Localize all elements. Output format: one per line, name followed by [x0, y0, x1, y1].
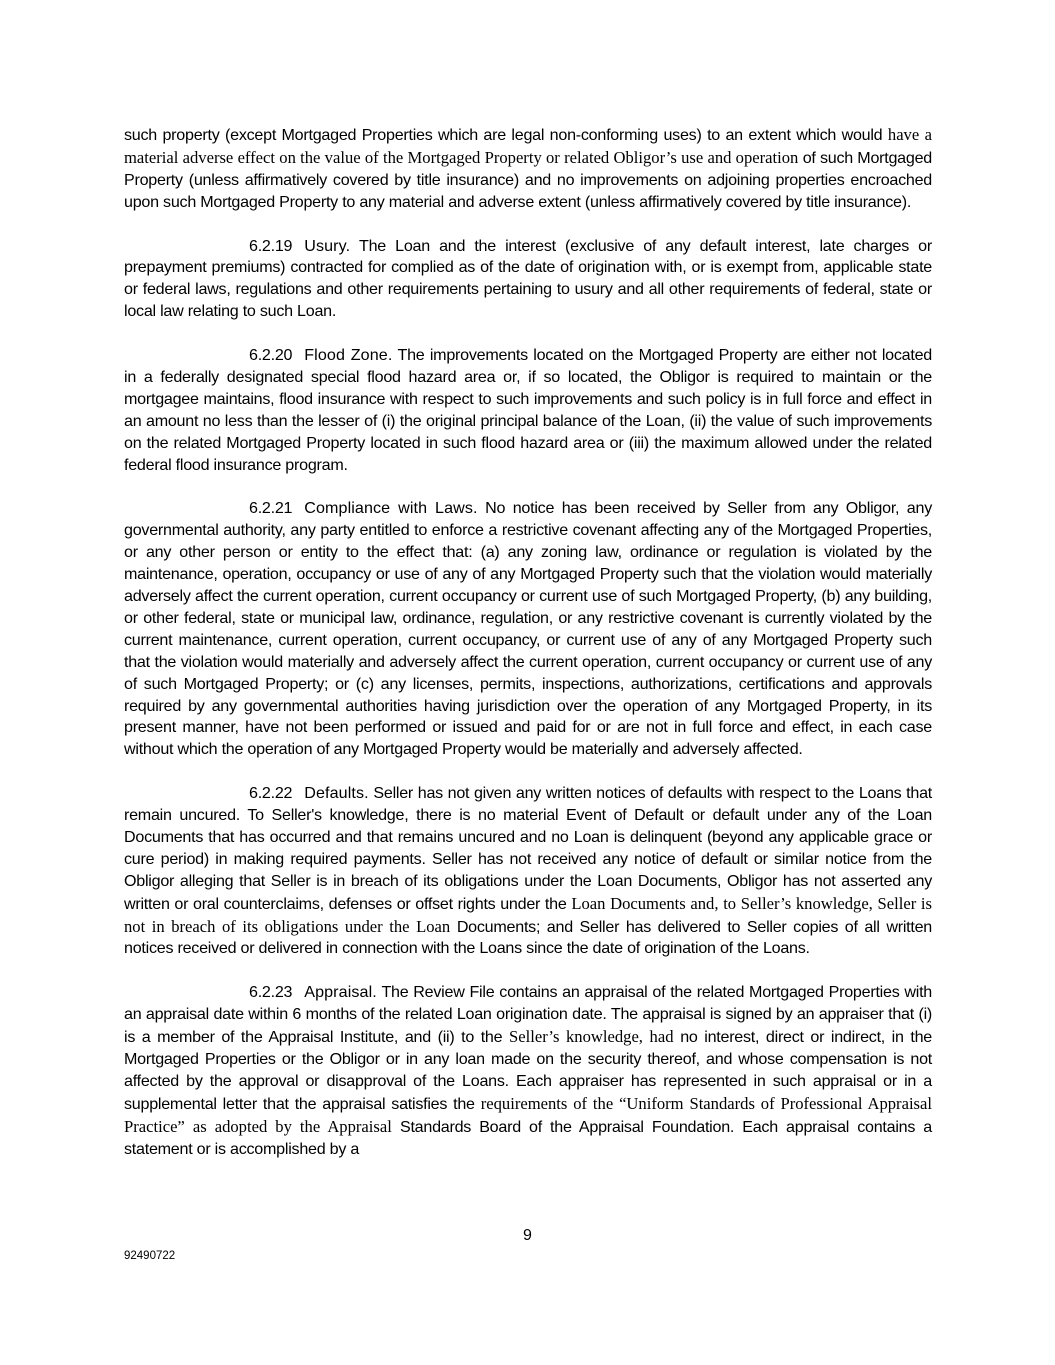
continuation-line-1: such property (except Mortgaged Properties which are legal non-conforming uses) to an extent which would — [124, 126, 883, 144]
section-text-a: Seller has not given any written notices of defaults with respect to the Loans that remain uncured. To Seller's knowledge, there is no material Event of Default or default under any of the Loan Documents that has occurred and that remains uncured and no Loan is delinquent (beyond any applicable grace or cure period) in making required payments. Seller has not received any notice of default or similar notice from the Obligor alleging that Seller is in breach of its obligations under the Loan Documents, Obligor has not asserted any written or oral counterclaims, defenses or offset rights under the — [124, 784, 932, 913]
section-number: 6.2.22 — [249, 784, 293, 803]
section-6-2-21 — [124, 498, 932, 761]
continuation-rest: of such Mortgaged Property (unless affirmatively covered by title insurance) and no improvements on adjoining properties encroached upon such Mortgaged Property to any material and adverse extent (unless affirmatively covered by title insurance). — [124, 148, 932, 211]
section-text-c: no interest, direct or indirect, in the Mortgaged Properties or the Obligor or in any loan made on the security thereof, and whose compensation is not affected by the approval or disapproval of the Loans. Each appraiser has represented in such appraisal or in a supplemental letter that the appraisal satisfies the — [124, 1028, 932, 1113]
section-text-c: Documents; and Seller has delivered to Seller copies of all written notices received or delivered in connection with the Loans since the date of origination of the Loans. — [124, 917, 932, 958]
section-6-2-20 — [124, 345, 932, 476]
section-number: 6.2.21 — [249, 499, 293, 518]
section-heading: Defaults. — [304, 784, 369, 803]
document-id: 92490722 — [124, 1250, 176, 1262]
section-6-2-23 — [124, 982, 932, 1160]
section-6-2-22 — [124, 783, 932, 960]
section-heading: Usury. — [304, 236, 351, 255]
section-number: 6.2.23 — [249, 983, 293, 1002]
continuation-paragraph — [124, 124, 932, 214]
section-heading: Appraisal. — [304, 983, 377, 1002]
section-number: 6.2.20 — [249, 346, 293, 365]
page-number: 9 — [523, 1227, 532, 1244]
section-text-a: The Review File contains an appraisal of the related Mortgaged Properties with an appraisal date within 6 months of the related Loan origination date. The appraisal is signed by an appraiser that (i) is a member of the Appraisal Institute, and (ii) to the — [124, 983, 932, 1047]
section-heading: Flood Zone. — [304, 346, 393, 365]
continuation-line-2: have a material adverse effect on the value of the Mortgaged Property or related Obligor’s use and operation — [124, 125, 932, 167]
section-6-2-19 — [124, 236, 932, 324]
section-text-e: Standards Board of the Appraisal Foundation. Each appraisal contains a statement or is accomplished by a — [124, 1117, 932, 1158]
section-text: The improvements located on the Mortgaged Property are either not located in a federally designated special flood hazard area or, if so located, the Obligor is required to maintain or the mortgagee maintains, flood insurance with respect to such improvements and such policy is in full force and effect in an amount no less than the lesser of (i) the original principal balance of the Loan, (ii) the value of such improvements on the related Mortgaged Property located in such flood hazard area or (iii) the maximum allowed under the related federal flood insurance program. — [124, 346, 933, 474]
section-number: 6.2.19 — [249, 236, 293, 255]
section-heading: Compliance with Laws. — [304, 499, 478, 518]
section-text: No notice has been received by Seller from any Obligor, any governmental authority, any party entitled to enforce a restrictive covenant affecting any of the Mortgaged Properties, or any other person or entity to the effect that: (a) any zoning law, ordinance or regulation is violated by the maintenance, operation, occupancy or use of any of any Mortgaged Property such that the violation would materially adversely affect the current operation, current occupancy or current use of such Mortgaged Property, (b) any building, or other federal, state or municipal law, ordinance, regulation, or any restrictive covenant is currently violated by the current maintenance, current operation, current occupancy, or current use of any of any Mortgaged Property such that the violation would materially and adversely affect the current operation, current occupancy or current use of any of such Mortgaged Property; or (c) any licenses, permits, inspections, authorizations, certifications and approvals required by any governmental authorities having jurisdiction over the operation of any Mortgaged Property, in its present manner, have not been performed or issued and paid for or are not in full force and effect, in each case without which the operation of any Mortgaged Property would be materially and adversely affected. — [124, 499, 932, 759]
section-text-d: requirements of the “Uniform Standards of Professional Appraisal Practice” as adopted by the Appraisal — [124, 1093, 932, 1136]
section-text: The Loan and the interest (exclusive of any default interest, late charges or prepayment premiums) contracted for complied as of the date of origination with, or is exempt from, applicable state or federal laws, regulations and other requirements pertaining to usury and all other requirements of federal, state or local law relating to such Loan. — [124, 236, 932, 321]
section-text-b: Seller’s knowledge, had — [509, 1027, 674, 1047]
section-text-b: Loan Documents and, to Seller’s knowledge, Seller is not in breach of its obligations under the Loan — [124, 893, 932, 936]
document-body — [124, 124, 932, 1182]
